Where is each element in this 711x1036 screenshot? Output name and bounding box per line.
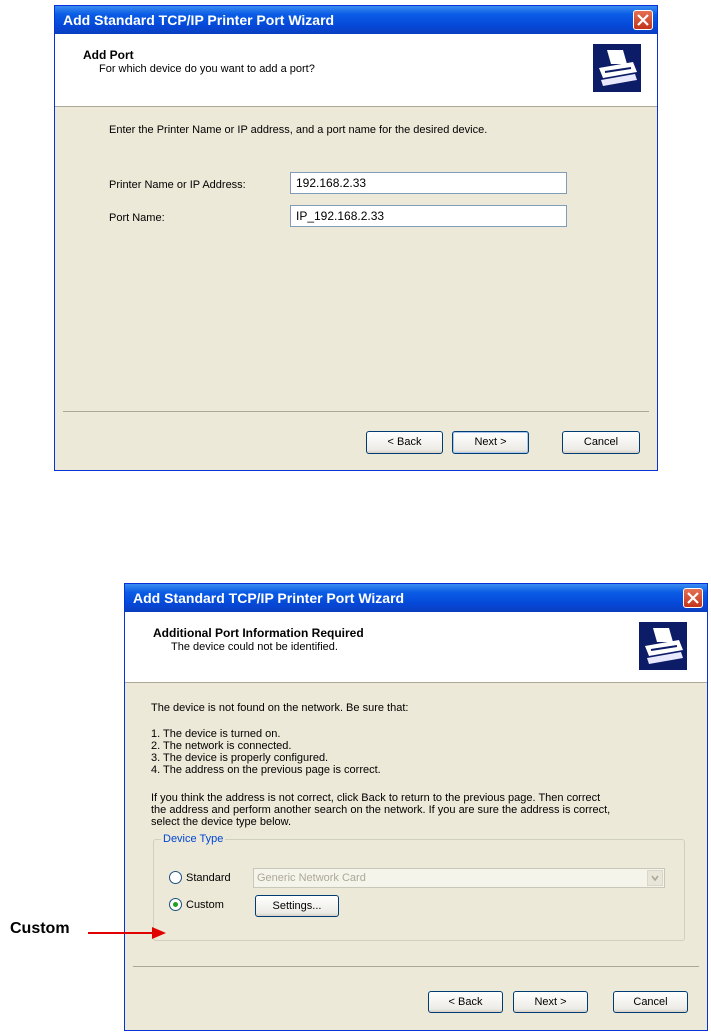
header-title: Add Port bbox=[83, 48, 134, 62]
wizard-header bbox=[125, 612, 707, 683]
title-bar[interactable] bbox=[125, 584, 707, 612]
custom-radio[interactable] bbox=[169, 898, 182, 911]
advice-line: the address and perform another search on the network. If you are sure the address is correct, bbox=[151, 804, 611, 816]
device-type-group bbox=[153, 839, 685, 941]
checklist-item: 1. The device is turned on. bbox=[151, 728, 281, 740]
checklist-item: 3. The device is properly configured. bbox=[151, 752, 329, 764]
additional-port-info-dialog bbox=[124, 583, 708, 1031]
custom-callout-label: Custom bbox=[10, 920, 70, 937]
printer-wizard-icon bbox=[593, 44, 641, 92]
settings-button[interactable]: Settings... bbox=[255, 895, 339, 917]
header-subtitle: For which device do you want to add a port? bbox=[99, 63, 315, 75]
printer-name-label: Printer Name or IP Address: bbox=[109, 179, 246, 191]
select-value: Generic Network Card bbox=[257, 872, 366, 884]
title-bar[interactable] bbox=[55, 6, 657, 34]
dropdown-arrow-icon bbox=[647, 870, 663, 886]
header-title: Additional Port Information Required bbox=[153, 626, 364, 640]
footer-divider bbox=[63, 411, 649, 412]
advice-line: If you think the address is not correct, click Back to return to the previous page. Then correct bbox=[151, 792, 601, 804]
device-type-legend: Device Type bbox=[163, 833, 224, 845]
footer-divider bbox=[133, 966, 699, 967]
close-button[interactable] bbox=[633, 10, 653, 30]
window-title: Add Standard TCP/IP Printer Port Wizard bbox=[63, 12, 335, 28]
port-name-input[interactable]: IP_192.168.2.33 bbox=[290, 205, 567, 227]
printer-wizard-icon bbox=[639, 622, 687, 670]
checklist-item: 4. The address on the previous page is correct. bbox=[151, 764, 381, 776]
window-title: Add Standard TCP/IP Printer Port Wizard bbox=[133, 590, 405, 606]
cancel-button[interactable]: Cancel bbox=[613, 991, 688, 1013]
device-type-select[interactable] bbox=[253, 868, 665, 888]
instruction-text: Enter the Printer Name or IP address, and a port name for the desired device. bbox=[109, 124, 488, 136]
intro-text: The device is not found on the network. Be sure that: bbox=[151, 702, 409, 714]
next-button[interactable]: Next > bbox=[513, 991, 588, 1013]
printer-name-input[interactable]: 192.168.2.33 bbox=[290, 172, 567, 194]
close-button[interactable] bbox=[683, 588, 703, 608]
arrow-right-icon bbox=[88, 925, 168, 941]
advice-line: select the device type below. bbox=[151, 816, 292, 828]
wizard-header bbox=[55, 34, 657, 107]
port-name-label: Port Name: bbox=[109, 212, 165, 224]
checklist-item: 2. The network is connected. bbox=[151, 740, 292, 752]
standard-radio-label: Standard bbox=[186, 872, 231, 884]
back-button[interactable]: < Back bbox=[428, 991, 503, 1013]
close-icon bbox=[687, 592, 699, 604]
next-button[interactable]: Next > bbox=[452, 431, 529, 454]
add-port-wizard-dialog bbox=[54, 5, 658, 471]
back-button[interactable]: < Back bbox=[366, 431, 443, 454]
close-icon bbox=[637, 14, 649, 26]
custom-radio-label: Custom bbox=[186, 899, 224, 911]
cancel-button[interactable]: Cancel bbox=[562, 431, 640, 454]
radio-selected-dot bbox=[173, 902, 178, 907]
header-subtitle: The device could not be identified. bbox=[171, 641, 338, 653]
standard-radio[interactable] bbox=[169, 871, 182, 884]
